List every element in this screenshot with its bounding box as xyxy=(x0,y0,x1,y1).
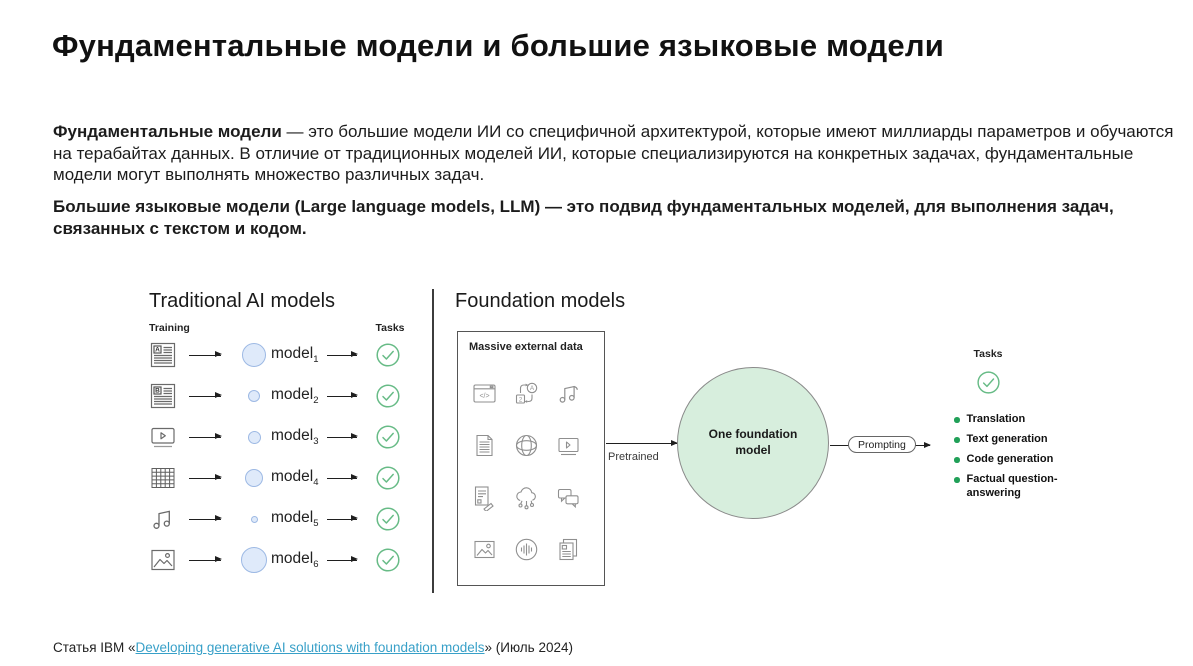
page-title: Фундаментальные модели и большие языковые модели xyxy=(52,28,944,63)
check-icon xyxy=(375,506,401,532)
model-circle xyxy=(251,516,258,523)
svg-text:B: B xyxy=(155,387,160,395)
foundation-heading: Foundation models xyxy=(455,290,626,312)
video-icon xyxy=(555,432,582,459)
arrow-icon xyxy=(189,437,221,438)
check-icon xyxy=(976,370,1001,395)
model-label: model$_5$ xyxy=(271,508,319,530)
image-icon xyxy=(148,545,181,575)
audio-icon xyxy=(513,536,540,563)
pretrained-label: Pretrained xyxy=(608,451,659,463)
music-icon xyxy=(148,504,181,534)
task-item: Text generation xyxy=(954,433,1083,447)
task-item: Factual question-answering xyxy=(954,473,1083,500)
chat-icon xyxy=(555,484,582,511)
model-row-4 xyxy=(148,460,401,496)
model-row-6 xyxy=(148,542,401,578)
annotate-icon xyxy=(471,484,498,511)
svg-text:A: A xyxy=(155,346,160,354)
check-icon xyxy=(375,424,401,450)
model-circle xyxy=(248,431,261,444)
code-icon xyxy=(471,380,498,407)
model-row-2 xyxy=(148,378,401,414)
arrow-icon xyxy=(327,519,357,520)
bullet-icon xyxy=(954,457,960,463)
bullet-icon xyxy=(954,417,960,423)
citation-suffix: » (Июль 2024) xyxy=(484,640,573,655)
bullet-icon xyxy=(954,477,960,483)
document-a-icon xyxy=(148,340,181,370)
arrow-icon xyxy=(189,355,221,356)
task-item: Code generation xyxy=(954,453,1083,467)
bullet-icon xyxy=(954,437,960,443)
arrow-icon xyxy=(189,396,221,397)
model-label: model$_2$ xyxy=(271,385,319,407)
model-label: model$_4$ xyxy=(271,467,319,489)
model-circle xyxy=(242,343,266,367)
model-row-5 xyxy=(148,501,401,537)
arrow-icon xyxy=(327,478,357,479)
svg-text:2: 2 xyxy=(518,397,522,404)
intro-paragraph-body: — это большие модели ИИ со специфичной архитектурой, которые имеют миллиарды параметров и обучаются на терабайтах данных. В отличие от традиционных моделей ИИ, которые специализируются на конкретных задачах, фундаментальные модели могут выполнять множество различных задач. xyxy=(53,122,1174,184)
section-divider xyxy=(432,289,434,593)
arrow-icon xyxy=(327,355,357,356)
document-icon xyxy=(471,432,498,459)
translate-icon xyxy=(513,380,540,407)
model-label: model$_1$ xyxy=(271,344,319,366)
pretrained-arrow xyxy=(606,443,677,444)
arrow-icon xyxy=(189,560,221,561)
document-b-icon xyxy=(148,381,181,411)
prompting-badge: Prompting xyxy=(848,436,916,453)
check-icon xyxy=(375,547,401,573)
music-icon xyxy=(555,380,582,407)
llm-paragraph: Большие языковые модели (Large language models, LLM) — это подвид фундаментальных моделей, для выполнения задач, связанных с текстом и кодом. xyxy=(53,197,1114,238)
arrow-icon xyxy=(327,560,357,561)
tasks-label-left: Tasks xyxy=(375,322,405,334)
svg-text:</>: </> xyxy=(478,392,490,400)
table-icon xyxy=(148,463,181,493)
check-icon xyxy=(375,465,401,491)
arrow-icon xyxy=(327,437,357,438)
foundation-model-label: One foundation model xyxy=(708,427,798,457)
svg-text:A: A xyxy=(529,386,534,393)
image-icon xyxy=(471,536,498,563)
cloud-network-icon xyxy=(513,484,540,511)
model-label: model$_3$ xyxy=(271,426,319,448)
traditional-heading: Traditional AI models xyxy=(149,290,336,312)
arrow-icon xyxy=(189,519,221,520)
globe-icon xyxy=(513,432,540,459)
citation-prefix: Статья IBM « xyxy=(53,640,136,655)
model-circle xyxy=(245,469,263,487)
foundation-model-circle xyxy=(677,367,829,519)
task-list xyxy=(954,413,1083,507)
data-type-grid xyxy=(463,380,599,563)
source-citation xyxy=(53,640,573,655)
massive-data-label: Massive external data xyxy=(469,341,583,353)
tasks-label-right: Tasks xyxy=(973,348,1003,360)
model-row-1 xyxy=(148,337,401,373)
model-label: model$_6$ xyxy=(271,549,319,571)
intro-paragraph xyxy=(53,121,1175,186)
check-icon xyxy=(375,383,401,409)
video-icon xyxy=(148,422,181,452)
intro-paragraph-lead: Фундаментальные модели xyxy=(53,122,282,141)
copy-icon xyxy=(555,536,582,563)
arrow-icon xyxy=(327,396,357,397)
model-row-3 xyxy=(148,419,401,455)
check-icon xyxy=(375,342,401,368)
task-item: Translation xyxy=(954,413,1083,427)
model-circle xyxy=(248,390,260,402)
citation-link[interactable]: Developing generative AI solutions with foundation models xyxy=(135,640,485,655)
arrow-icon xyxy=(189,478,221,479)
training-label: Training xyxy=(149,322,190,334)
model-circle xyxy=(241,547,267,573)
